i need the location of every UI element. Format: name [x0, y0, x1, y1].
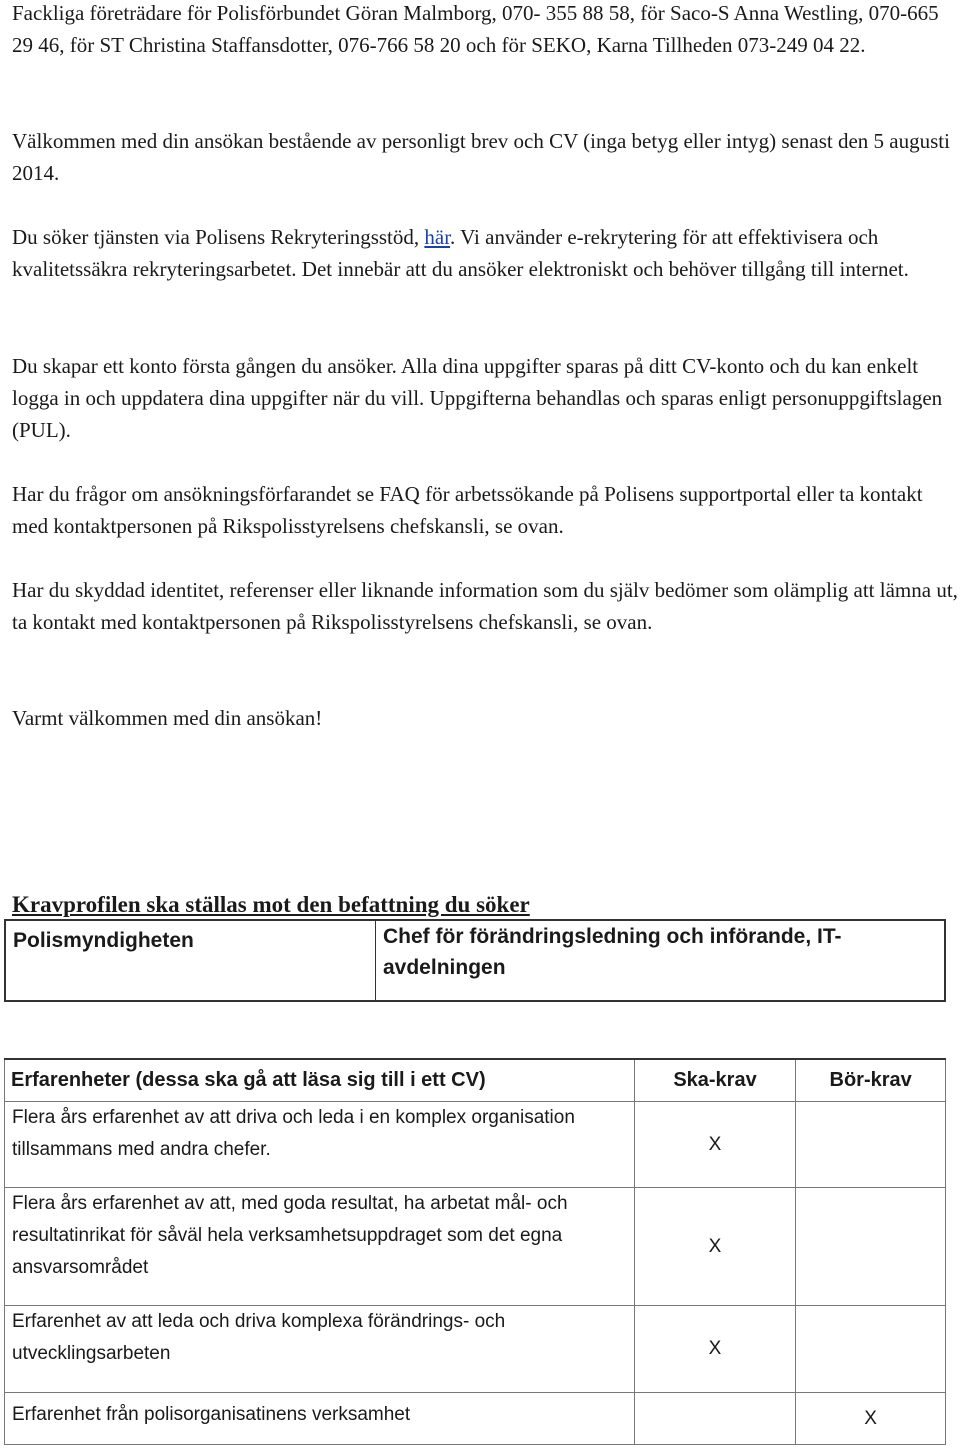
table-row: [5, 1393, 946, 1445]
should-mark: [796, 1102, 946, 1188]
protected-identity-paragraph: Har du skyddad identitet, referenser eller liknande information som du själv bedömer som olämplig att lämna ut, ta kontakt med kontaktpersonen på Rikspolisstyrelsens chefskansli, se ovan.: [12, 578, 958, 634]
kravprofil-heading: Kravprofilen ska ställas mot den befattning du söker: [12, 892, 530, 917]
requirement-text: Erfarenhet från polisorganisatinens verksamhet: [5, 1393, 635, 1445]
requirement-text: Flera års erfarenhet av att driva och leda i en komplex organisation tillsammans med andra chefer.: [5, 1102, 635, 1188]
table-row: [5, 1102, 946, 1188]
should-header: Bör-krav: [796, 1059, 946, 1102]
account-paragraph: Du skapar ett konto första gången du ansöker. Alla dina uppgifter sparas på ditt CV-konto och du kan enkelt logga in och uppdatera dina uppgifter när du vill. Uppgifterna behandlas och sparas enligt personuppgiftslagen (PUL).: [12, 354, 943, 442]
table-row: [5, 1188, 946, 1306]
requirements-table: [4, 1058, 946, 1445]
must-mark: X: [634, 1102, 796, 1188]
welcome-paragraph: Välkommen med din ansökan bestående av personligt brev och CV (inga betyg eller intyg) senast den 5 augusti 2014.: [12, 129, 950, 185]
requirement-text: Flera års erfarenhet av att, med goda resultat, ha arbetat mål- och resultatinrikat för såväl hela verksamhetsuppdraget som det egna ansvarsområdet: [5, 1188, 635, 1306]
experience-header: Erfarenheter (dessa ska gå att läsa sig till i ett CV): [5, 1059, 635, 1102]
position-title: Chef för förändringsledning och införande, IT-avdelningen: [383, 925, 842, 979]
table-header-row: [5, 1059, 946, 1102]
organisation-cell: Polismyndigheten: [5, 920, 376, 1001]
must-mark: X: [634, 1306, 796, 1393]
should-mark: [796, 1306, 946, 1393]
must-mark: [634, 1393, 796, 1445]
apply-paragraph: [12, 221, 958, 285]
position-cell: [376, 920, 946, 1001]
contacts-paragraph: Fackliga företrädare för Polisförbundet Göran Malmborg, 070- 355 88 58, för Saco-S Anna Westling, 070-665 29 46, för ST Christina Staffansdotter, 076-766 58 20 och för SEKO, Karna Tillheden 073-249 04 22.: [12, 1, 939, 57]
apply-text-prefix: Du söker tjänsten via Polisens Rekryteringsstöd,: [12, 225, 425, 249]
should-mark: [796, 1188, 946, 1306]
questions-paragraph: Har du frågor om ansökningsförfarandet se FAQ för arbetssökande på Polisens supportportal eller ta kontakt med kontaktpersonen på Rikspolisstyrelsens chefskansli, se ovan.: [12, 482, 923, 538]
apply-text-suffix: . Vi använder e-rekrytering för att effektivisera och kvalitetssäkra rekryteringsarbetet. Det innebär att du ansöker elektroniskt och behöver tillgång till internet.: [12, 225, 909, 281]
must-header: Ska-krav: [634, 1059, 796, 1102]
recruitment-link[interactable]: här: [424, 225, 451, 249]
must-mark: X: [634, 1188, 796, 1306]
closing-paragraph: Varmt välkommen med din ansökan!: [12, 706, 323, 730]
should-mark: X: [796, 1393, 946, 1445]
table-row: [5, 1306, 946, 1393]
profile-table: [4, 919, 946, 1002]
requirement-text: Erfarenhet av att leda och driva komplexa förändrings- och utvecklingsarbeten: [5, 1306, 635, 1393]
